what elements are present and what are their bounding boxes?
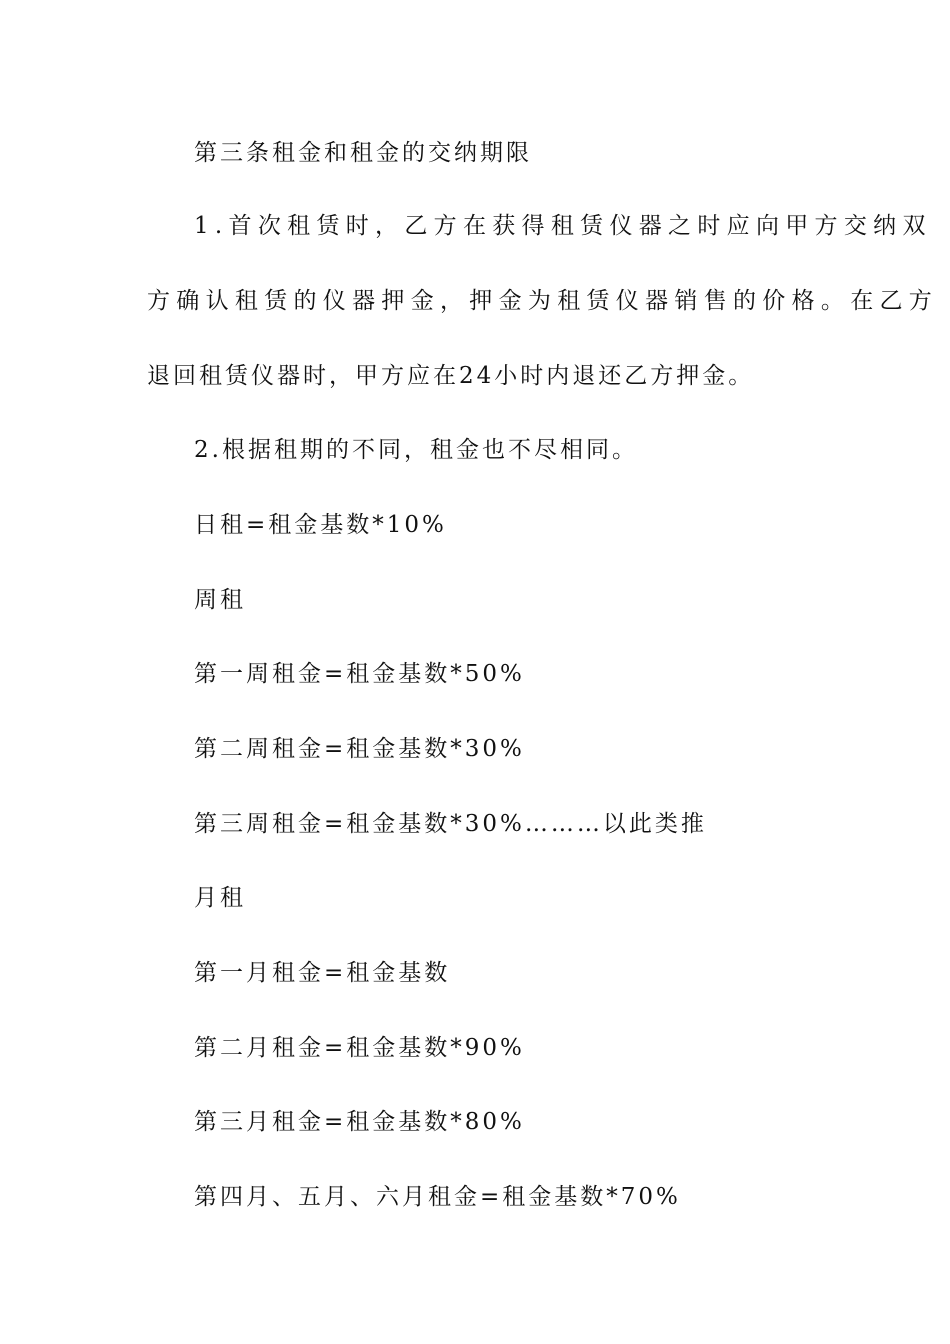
week1-rent: 第一周租金=租金基数*50% bbox=[194, 661, 525, 687]
item2-text: 2.根据租期的不同，租金也不尽相同。 bbox=[194, 437, 638, 463]
daily-rent: 日租=租金基数*10% bbox=[194, 512, 447, 538]
week3-rent: 第三周租金=租金基数*30%………以此类推 bbox=[194, 811, 707, 837]
section-heading: 第三条租金和租金的交纳期限 bbox=[194, 140, 532, 166]
month2-rent: 第二月租金=租金基数*90% bbox=[194, 1035, 525, 1061]
monthly-heading: 月租 bbox=[194, 885, 246, 911]
week2-rent: 第二周租金=租金基数*30% bbox=[194, 736, 525, 762]
weekly-heading: 周租 bbox=[194, 587, 246, 613]
month4to6-rent: 第四月、五月、六月租金=租金基数*70% bbox=[194, 1184, 681, 1210]
month3-rent: 第三月租金=租金基数*80% bbox=[194, 1109, 525, 1135]
month1-rent: 第一月租金=租金基数 bbox=[194, 960, 451, 986]
item1-line3: 退回租赁仪器时，甲方应在24小时内退还乙方押金。 bbox=[147, 363, 755, 389]
item1-line1: 1.首次租赁时，乙方在获得租赁仪器之时应向甲方交纳双 bbox=[194, 213, 932, 239]
item1-line2: 方确认租赁的仪器押金，押金为租赁仪器销售的价格。在乙方 bbox=[147, 288, 939, 314]
